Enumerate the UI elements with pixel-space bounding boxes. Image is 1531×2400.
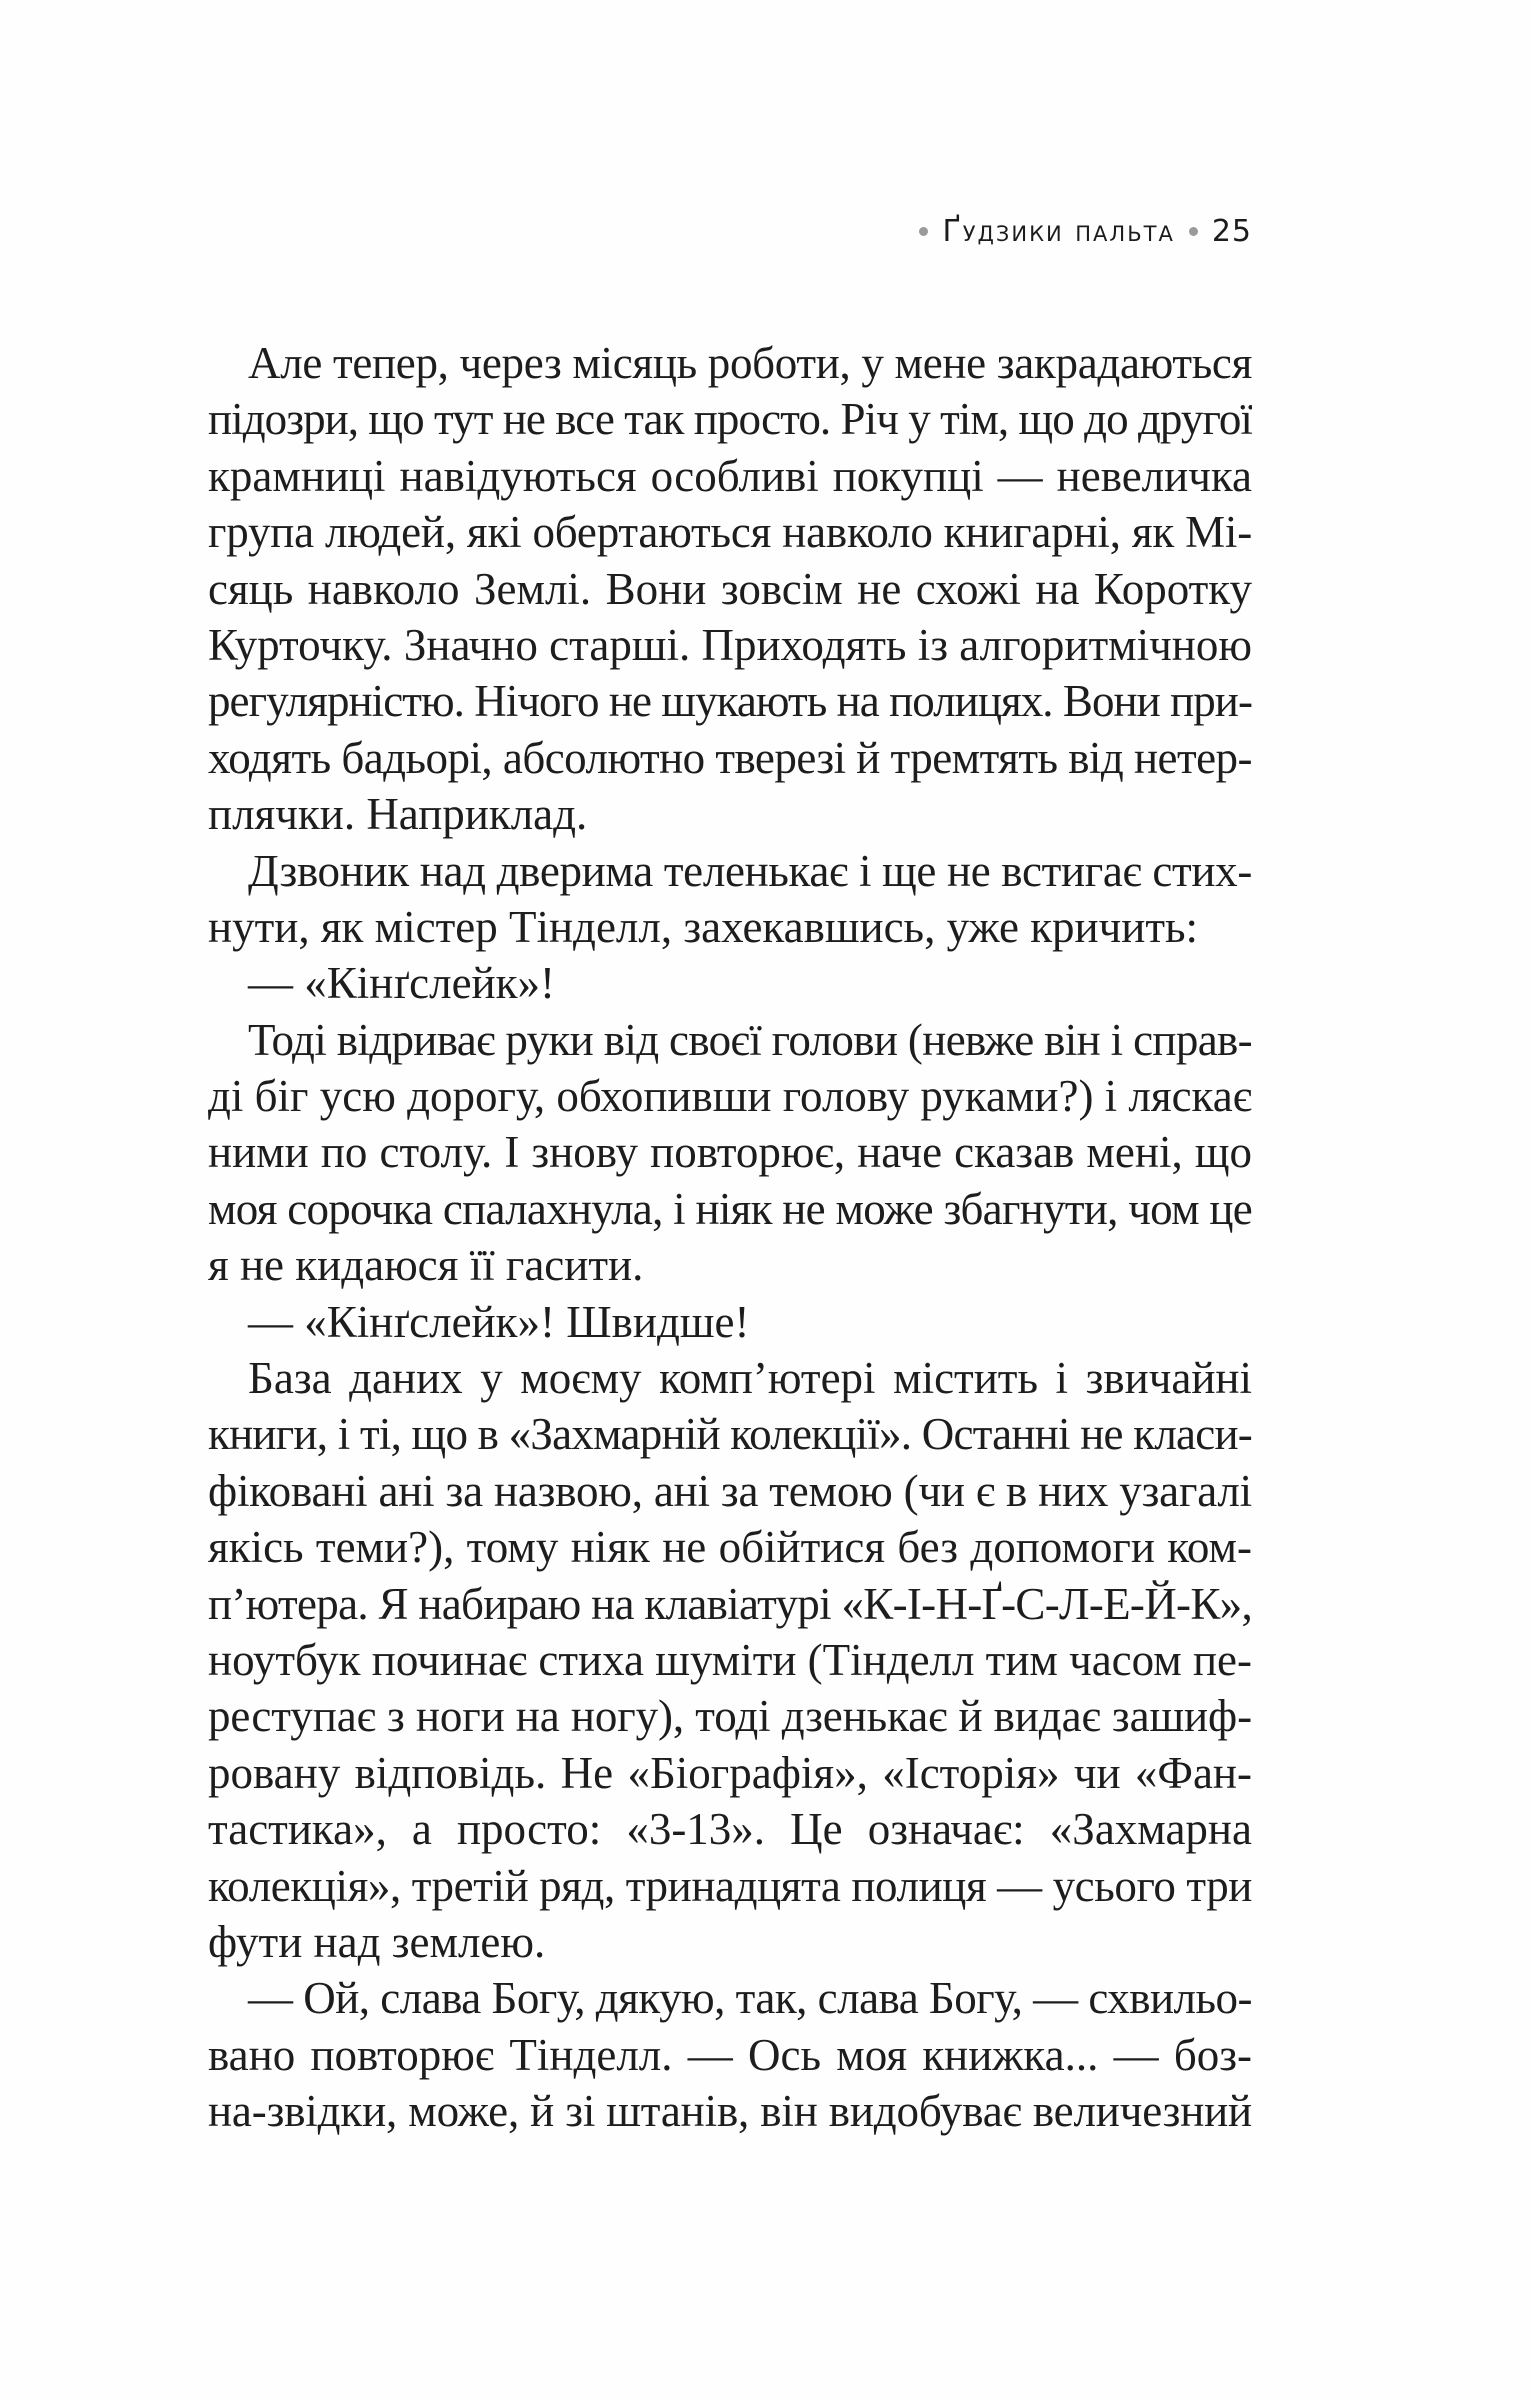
text-line: тастика», а просто: «3-13». Це означає: «Захмарна	[208, 1804, 1252, 1855]
text-line: Курточку. Значно старші. Приходять із алгоритмічною	[208, 619, 1252, 670]
running-head	[905, 214, 1252, 249]
text-line: книги, і ті, що в «Захмарній колекції». Останні не класи-	[208, 1409, 1252, 1460]
text-line: регулярністю. Нічого не шукають на полицях. Вони при-	[208, 676, 1252, 727]
text-line: ді біг усю дорогу, обхопивши голову руками?) і ляскає	[208, 1071, 1252, 1122]
body-text	[208, 335, 1252, 2140]
text-line: фіковані ані за назвою, ані за темою (чи є в них узагалі	[208, 1465, 1252, 1516]
text-line: на-звідки, може, й зі штанів, він видобуває величезний	[208, 2086, 1252, 2137]
text-line: нути, як містер Тінделл, захекавшись, уже кричить:	[208, 901, 1199, 952]
text-line: група людей, які обертаються навколо книгарні, як Мі-	[208, 507, 1252, 558]
text-line: База даних у моєму комп’ютері містить і звичайні	[248, 1353, 1252, 1404]
text-line: крамниці навідуються особливі покупці — невеличка	[208, 450, 1252, 501]
bullet-icon	[1189, 227, 1198, 236]
bullet-icon	[919, 227, 928, 236]
text-line: — «Кінґслейк»!	[248, 958, 555, 1009]
text-line: Але тепер, через місяць роботи, у мене закрадаються	[248, 338, 1252, 388]
text-line: Дзвоник над дверима теленькає і ще не встигає стих-	[248, 845, 1252, 896]
text-line: сяць навколо Землі. Вони зовсім не схожі на Коротку	[208, 563, 1252, 614]
chapter-title: Ґудзики пальта	[942, 214, 1175, 249]
text-line: фути над землею.	[208, 1916, 546, 1967]
text-line: ровану відповідь. Не «Біографія», «Історія» чи «Фан-	[208, 1747, 1252, 1798]
text-line: реступає з ноги на ногу), тоді дзенькає й видає зашиф-	[208, 1691, 1252, 1742]
text-line: моя сорочка спалахнула, і ніяк не може збагнути, чом це	[208, 1183, 1252, 1234]
page-number: 25	[1211, 214, 1252, 249]
text-line: якісь теми?), тому ніяк не обійтися без допомоги ком-	[208, 1522, 1252, 1573]
text-line: ходять бадьорі, абсолютно тверезі й тремтять від нетер-	[208, 732, 1252, 783]
text-line: підозри, що тут не все так просто. Річ у тім, що до другої	[208, 394, 1252, 445]
text-line: ноутбук починає стиха шуміти (Тінделл тим часом пе-	[208, 1634, 1252, 1685]
text-line: Тоді відриває руки від своєї голови (невже він і справ-	[248, 1014, 1252, 1065]
text-line: ними по столу. І знову повторює, наче сказав мені, що	[208, 1127, 1252, 1178]
text-line: п’ютера. Я набираю на клавіатурі «К-І-Н-Ґ-С-Л-Е-Й-К»,	[208, 1578, 1252, 1629]
text-line: я не кидаюся її гасити.	[208, 1240, 644, 1291]
text-line: колекція», третій ряд, тринадцята полиця — усього три	[208, 1860, 1252, 1911]
text-line: — «Кінґслейк»! Швидше!	[248, 1296, 750, 1347]
text-line: вано повторює Тінделл. — Ось моя книжка... — боз-	[208, 2029, 1252, 2080]
text-line: плячки. Наприклад.	[208, 789, 588, 840]
text-line: — Ой, слава Богу, дякую, так, слава Богу, — схвильо-	[248, 1973, 1252, 2024]
